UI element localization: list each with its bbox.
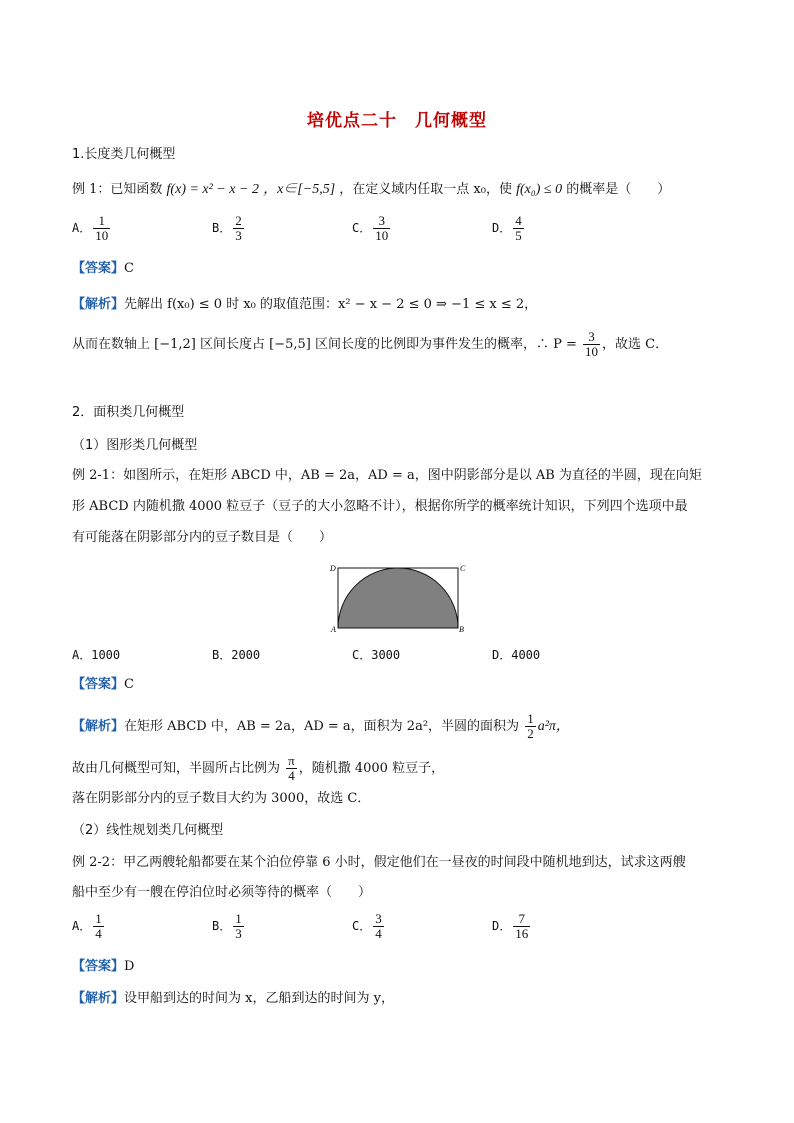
analysis-tag: 【解析】 (72, 719, 125, 734)
example-1-suffix: 的概率是（ ） (566, 182, 671, 197)
fraction-denominator: 3 (235, 228, 242, 243)
example-2-1-line-3: 有可能落在阴影部分内的豆子数目是（ ） (72, 530, 333, 545)
option (212, 646, 260, 663)
example-2-2-answer (72, 958, 134, 976)
rectangle-semicircle-figure (330, 562, 466, 638)
option (352, 214, 392, 243)
fraction-denominator: 2 (527, 726, 534, 741)
fraction (583, 330, 600, 359)
option-label: D． (492, 221, 512, 235)
option-value: 3000 (371, 648, 401, 662)
fraction (373, 912, 384, 941)
fraction (525, 712, 536, 741)
page-title: 培优点二十 几何概型 (307, 111, 487, 131)
option-value: 2000 (231, 648, 261, 662)
option (212, 912, 246, 941)
analysis-text: 在矩形 ABCD 中，AB = 2a，AD = a，面积为 2a²，半圆的面积为 (124, 719, 520, 734)
fraction-denominator: 4 (288, 768, 295, 783)
analysis-tag: 【解析】 (72, 991, 125, 1006)
example-1-question (72, 181, 670, 199)
analysis-text: 故由几何概型可知，半圆所占比例为 (72, 761, 281, 776)
answer-value: C (124, 261, 134, 276)
answer-tag: 【答案】 (72, 959, 125, 974)
fraction-numerator: 3 (373, 214, 390, 229)
fraction-numerator: 7 (513, 912, 530, 927)
example-1-analysis-line-2 (72, 330, 668, 359)
fraction-numerator: 4 (515, 213, 522, 228)
fraction (93, 912, 104, 941)
fraction-denominator: 10 (95, 228, 109, 243)
example-1-condition: f(x₀) ≤ 0 (516, 182, 563, 197)
example-2-2-line-2: 船中至少有一艘在停泊位时必须等待的概率（ ） (72, 885, 372, 900)
analysis-tag: 【解析】 (72, 297, 125, 312)
vertex-label-a: A (331, 625, 336, 634)
example-2-1-analysis-line-3: 落在阴影部分内的豆子数目大约为 3000，故选 C． (72, 791, 371, 806)
option (72, 646, 120, 663)
fraction-denominator: 16 (515, 926, 529, 941)
fraction-numerator: 1 (527, 711, 534, 726)
option (72, 912, 106, 941)
answer-tag: 【答案】 (72, 261, 125, 276)
option-label: C． (352, 919, 372, 933)
fraction-denominator: 10 (585, 344, 598, 359)
answer-value: D (124, 959, 135, 974)
fraction (93, 214, 110, 243)
fraction (513, 214, 524, 243)
answer-value: C (124, 677, 134, 692)
example-1-domain: ，x∈[−5,5] (263, 182, 336, 197)
example-2-1-answer (72, 676, 134, 694)
option (492, 912, 532, 941)
fraction-numerator: 1 (235, 911, 242, 926)
example-1-prefix: 例 1：已知函数 (72, 182, 163, 197)
fraction-numerator: 1 (93, 214, 110, 229)
vertex-label-d: D (330, 564, 336, 573)
option-label: B． (212, 919, 232, 933)
option-label: C． (352, 221, 372, 235)
section-2-heading: 2．面积类几何概型 (72, 405, 185, 420)
fraction-denominator: 4 (95, 926, 102, 941)
example-1-function: f(x) = x² − x − 2 (166, 182, 259, 197)
example-2-1-line-2: 形 ABCD 内随机撒 4000 粒豆子（豆子的大小忽略不计），根据你所学的概率统计知识，下列四个选项中最 (72, 499, 688, 514)
example-1-answer (72, 260, 134, 278)
figure-svg (330, 562, 466, 634)
option-value: 1000 (91, 648, 121, 662)
fraction-numerator: 3 (583, 330, 600, 345)
fraction (233, 214, 244, 243)
option (212, 214, 246, 243)
analysis-text: 从而在数轴上 [−1,2] 区间长度占 [−5,5] 区间长度的比例即为事件发生的概率，∴ P = (72, 337, 577, 352)
fraction (286, 754, 297, 783)
option-label: D． (492, 919, 512, 933)
analysis-text: 设甲船到达的时间为 x，乙船到达的时间为 y， (124, 991, 394, 1006)
fraction (513, 912, 530, 941)
example-1-mid: ，在定义域内任取一点 x₀，使 (339, 182, 512, 197)
example-1-analysis-line-1 (72, 296, 537, 314)
analysis-text: 先解出 f(x₀) ≤ 0 时 x₀ 的取值范围：x² − x − 2 ≤ 0 ⇒ −1 ≤ x ≤ 2， (124, 297, 538, 312)
option-label: A． (72, 919, 92, 933)
example-2-1-line-1: 例 2-1：如图所示，在矩形 ABCD 中，AB = 2a，AD = a，图中阴影部分是以 AB 为直径的半圆，现在向矩 (72, 468, 702, 483)
option (492, 214, 526, 243)
option-label: A． (72, 648, 92, 662)
fraction-numerator: 1 (95, 911, 102, 926)
vertex-label-b: B (459, 625, 464, 634)
option (72, 214, 112, 243)
shaded-semicircle (338, 568, 458, 628)
example-2-1-analysis-line-2 (72, 754, 444, 783)
fraction-numerator: π (288, 753, 295, 768)
option-label: C． (352, 648, 372, 662)
answer-tag: 【答案】 (72, 677, 125, 692)
fraction-denominator: 10 (375, 228, 389, 243)
option (352, 646, 400, 663)
example-2-2-analysis-line-1 (72, 990, 394, 1008)
option (492, 646, 540, 663)
vertex-label-c: C (460, 564, 466, 573)
fraction-denominator: 3 (235, 926, 242, 941)
analysis-text: ，故选 C． (602, 337, 669, 352)
fraction-numerator: 3 (375, 911, 382, 926)
option (352, 912, 386, 941)
subsection-2-heading: （2）线性规划类几何概型 (72, 823, 224, 838)
fraction-denominator: 4 (375, 926, 382, 941)
option-label: A． (72, 221, 92, 235)
option-value: 4000 (511, 648, 541, 662)
analysis-text: a²π， (537, 719, 570, 734)
analysis-text: ，随机撒 4000 粒豆子， (298, 761, 445, 776)
option-label: B． (212, 648, 232, 662)
example-2-1-analysis-line-1 (72, 712, 570, 741)
option-label: D． (492, 648, 512, 662)
subsection-1-heading: （1）图形类几何概型 (72, 438, 198, 453)
fraction-denominator: 5 (515, 228, 522, 243)
option-label: B． (212, 221, 232, 235)
fraction-numerator: 2 (235, 213, 242, 228)
section-1-heading: 1.长度类几何概型 (72, 147, 176, 162)
fraction (233, 912, 244, 941)
fraction (373, 214, 390, 243)
example-2-2-line-1: 例 2-2：甲乙两艘轮船都要在某个泊位停靠 6 小时，假定他们在一昼夜的时间段中随机地到达，试求这两艘 (72, 855, 686, 870)
